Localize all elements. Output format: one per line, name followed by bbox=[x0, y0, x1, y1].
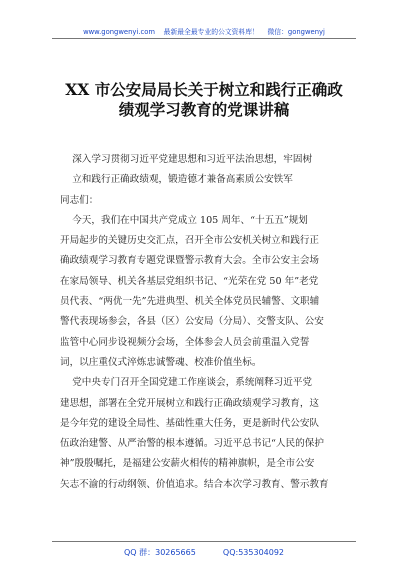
title-line-1: XX 市公安局局长关于树立和践行正确政 bbox=[65, 80, 343, 99]
text-line: 开局起步的关键历史交汇点，召开全市公安机关树立和践行正 bbox=[60, 235, 320, 247]
text-line: 词，以庄重仪式淬炼忠诚警魂、校准价值坐标。 bbox=[60, 356, 262, 368]
text-line: 警代表现场参会，各县（区）公安局（分局）、交警支队、公安 bbox=[60, 316, 324, 328]
text-line: 伍政治建警、从严治警的根本遵循。习近平总书记“人民的保护 bbox=[60, 438, 324, 450]
text-line: 党中央专门召开全国党建工作座谈会，系统阐释习近平党 bbox=[60, 377, 313, 389]
footer-qq-group: QQ 群：30265665 bbox=[123, 548, 196, 557]
text-line: 今天，我们在中国共产党成立 105 周年、“十五五”规划 bbox=[60, 214, 308, 226]
text-line: 深入学习贯彻习近平党建思想和习近平法治思想，牢固树 bbox=[60, 154, 313, 165]
header-wechat: 微信：gongwenyj bbox=[267, 28, 325, 36]
paragraph-1 bbox=[60, 150, 352, 211]
text-line: 确政绩观学习教育专题党课暨警示教育大会。全市公安主会场 bbox=[60, 255, 320, 267]
document-title bbox=[56, 80, 352, 120]
text-line: 立和践行正确政绩观，锻造德才兼备高素质公安铁军 bbox=[60, 174, 293, 186]
paragraph-2 bbox=[60, 211, 352, 373]
header-divider bbox=[52, 38, 356, 39]
paragraph-3 bbox=[60, 373, 352, 495]
text-line: 神”殷殷嘱托，是福建公安薪火相传的精神旗帜，是全市公安 bbox=[60, 458, 315, 470]
text-line: 监管中心同步设视频分会场，全体参会人员会前重温入党誓 bbox=[60, 336, 310, 348]
page-header bbox=[0, 26, 408, 36]
text-line: 在家局领导、机关各基层党组织书记、“光荣在党 50 年”老党 bbox=[60, 275, 319, 287]
header-slogan: 最新最全最专业的公文资料库！ bbox=[163, 28, 259, 36]
footer-divider bbox=[52, 541, 356, 542]
document-body bbox=[60, 150, 352, 495]
text-line: 建思想，部署在全党开展树立和践行正确政绩观学习教育，这 bbox=[60, 397, 320, 409]
text-line: 员代表、“两优一先”先进典型、机关全体党员民辅警、文职辅 bbox=[60, 296, 320, 308]
page-footer bbox=[0, 547, 408, 558]
text-line: 同志们： bbox=[60, 194, 99, 206]
title-line-2: 绩观学习教育的党课讲稿 bbox=[118, 100, 290, 119]
footer-qq: QQ:535304092 bbox=[222, 548, 285, 557]
text-line: 是今年党的建设全局性、基础性重大任务，更是新时代公安队 bbox=[60, 417, 320, 429]
text-line: 矢志不渝的行动纲领、价值追求。结合本次学习教育、警示教育 bbox=[60, 478, 329, 490]
header-site-link[interactable]: www.gongwenyi.com bbox=[83, 28, 156, 36]
